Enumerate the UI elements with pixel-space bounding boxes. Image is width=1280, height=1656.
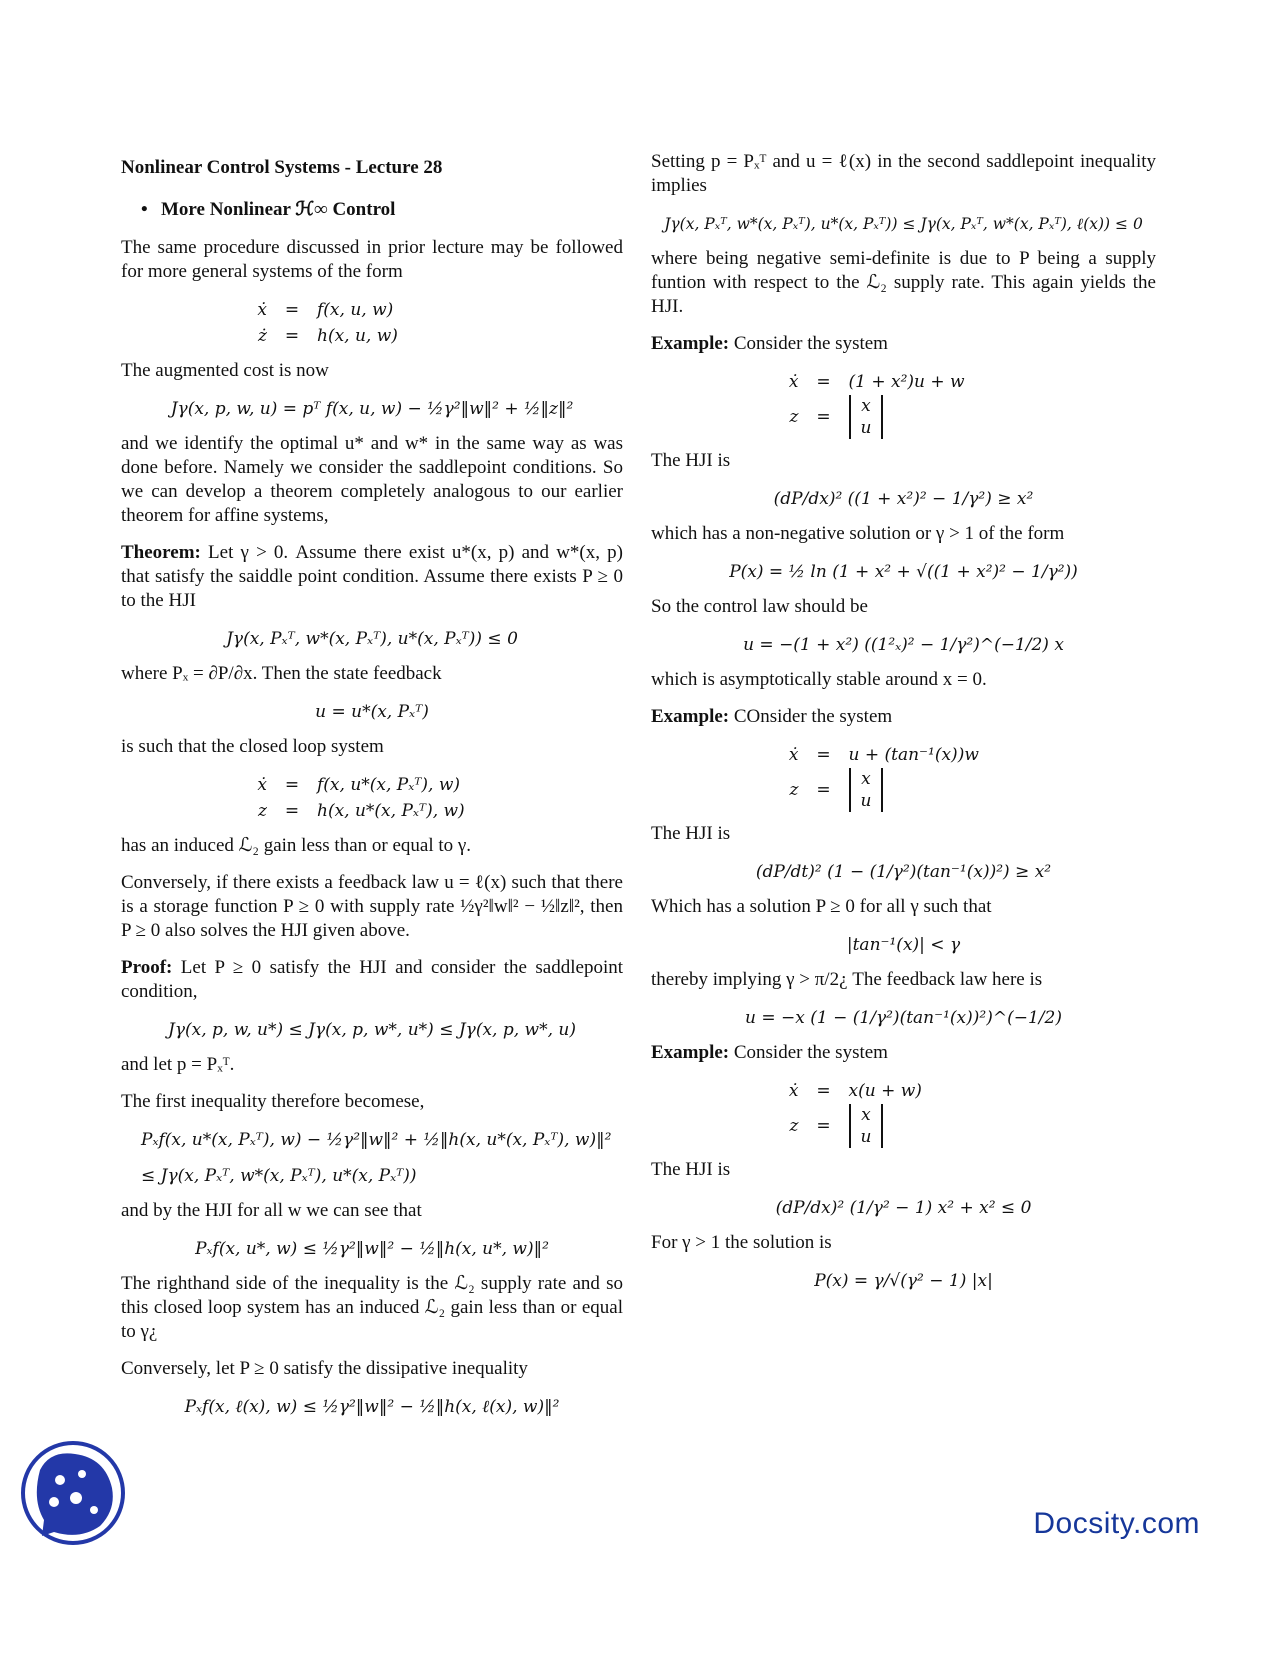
eq-rhs: h(x, u, w) (317, 326, 398, 346)
dissipative-inequality: Pₓf(x, ℓ(x), w) ≤ ½γ²‖w‖² − ½‖h(x, ℓ(x), w)‖² (184, 1397, 560, 1417)
example-1-stable-text: which is asymptotically stable around x = 0. (651, 669, 987, 690)
theorem-label: Theorem: (121, 542, 201, 563)
negative-semidefinite-paragraph: where being negative semi-definite is due to P being a supply funtion with respect to the ℒ₂ supply rate. This again yields the HJI. (651, 248, 1156, 317)
eq-lhs: z (789, 407, 799, 427)
example-2-system (651, 742, 1156, 812)
example-2-imply-text: thereby implying γ > π/2¿ The feedback law here is (651, 969, 1043, 990)
example-3-hji: (dP/dx)² (1/γ² − 1) x² + x² ≤ 0 (775, 1198, 1032, 1218)
eq-rhs: h(x, u*(x, Pₓᵀ), w) (317, 801, 465, 821)
system-equations-2 (121, 772, 623, 824)
example-1-heading (651, 332, 1156, 356)
setting-inequality: Jγ(x, Pₓᵀ, w*(x, Pₓᵀ), u*(x, Pₓᵀ)) ≤ Jγ(x, Pₓᵀ, w*(x, Pₓᵀ), ℓ(x)) ≤ 0 (664, 215, 1143, 233)
righthand-paragraph: The righthand side of the inequality is the ℒ₂ supply rate and so this closed loop system has an induced ℒ₂ gain less than or equal to γ¿ (121, 1273, 623, 1342)
example-1-law-text: So the control law should be (651, 596, 868, 617)
section-bullet-text: More Nonlinear ℋ∞ Control (161, 199, 396, 220)
output-vector: x u (849, 768, 884, 812)
eq-sign: = (816, 745, 831, 765)
left-column (121, 150, 623, 1430)
example-label: Example: (651, 1042, 730, 1063)
system-equations-1 (121, 297, 623, 349)
conversely-paragraph: Conversely, if there exists a feedback law u = ℓ(x) such that there is a storage function P ≥ 0 with supply rate ½γ²‖w‖² − ½‖z‖², then P ≥ 0 also solves the HJI given above. (121, 872, 623, 941)
eq-sign: = (284, 326, 300, 346)
intro-paragraph: The same procedure discussed in prior lecture may be followed for more general systems of the form (121, 237, 623, 282)
docsity-watermark[interactable]: Docsity.com (1033, 1507, 1200, 1540)
example-label: Example: (651, 333, 730, 354)
eq-sign: = (816, 372, 831, 392)
first-inequality-text: The first inequality therefore becomese, (121, 1091, 425, 1112)
augmented-cost-equation: Jγ(x, p, w, u) = pᵀ f(x, u, w) − ½γ²‖w‖² + ½‖z‖² (170, 399, 574, 419)
hji-is-text: The HJI is (651, 1159, 731, 1180)
optimal-paragraph: and we identify the optimal u* and w* in the same way as was done before. Namely we consider the saddlepoint conditions. So we can develop a theorem completely analogous to our earlier theorem for affine systems, (121, 433, 623, 526)
docsity-logo-icon[interactable] (20, 1440, 126, 1546)
eq-sign: = (284, 300, 300, 320)
example-3-text: Consider the system (733, 1042, 888, 1063)
example-1-text: Consider the system (733, 333, 888, 354)
output-vector: x u (849, 1104, 884, 1148)
example-2-solution-text: Which has a solution P ≥ 0 for all γ such that (651, 896, 992, 917)
example-1-hji: (dP/dx)² ((1 + x²)² − 1/γ²) ≥ x² (773, 489, 1034, 509)
eq-rhs: (1 + x²)u + w (848, 372, 965, 392)
example-3-system (651, 1078, 1156, 1148)
eq-lhs: z (258, 801, 267, 821)
conversely-dissipative-text: Conversely, let P ≥ 0 satisfy the dissipative inequality (121, 1358, 528, 1379)
proof-paragraph (121, 956, 623, 1004)
proof-label: Proof: (121, 957, 173, 978)
theorem-paragraph (121, 541, 623, 613)
eq-sign: = (284, 775, 300, 795)
eq-rhs: f(x, u*(x, Pₓᵀ), w) (317, 775, 461, 795)
hji-is-text: The HJI is (651, 823, 731, 844)
eq-lhs: z (789, 1116, 799, 1136)
example-1-solution: P(x) = ½ ln (1 + x² + √((1 + x²)² − 1/γ²)) (729, 562, 1078, 582)
eq-lhs: ẋ (257, 775, 267, 795)
example-1-system (651, 369, 1156, 439)
example-2-hji: (dP/dt)² (1 − (1/γ²)(tan⁻¹(x))²) ≥ x² (755, 862, 1052, 882)
example-1-solution-text: which has a non-negative solution or γ > 1 of the form (651, 523, 1065, 544)
example-3-solution-text: For γ > 1 the solution is (651, 1232, 832, 1253)
section-bullet: • More Nonlinear ℋ∞ Control (141, 199, 396, 220)
eq-sign: = (816, 1081, 831, 1101)
eq-lhs: z (789, 780, 799, 800)
closed-loop-text: is such that the closed loop system (121, 736, 384, 757)
gain-text: has an induced ℒ₂ gain less than or equal to γ. (121, 835, 472, 856)
eq-sign: = (816, 407, 831, 427)
eq-rhs: u + (tan⁻¹(x))w (848, 745, 979, 765)
eq-sign: = (816, 780, 831, 800)
hji-is-text: The HJI is (651, 450, 731, 471)
example-label: Example: (651, 706, 730, 727)
setting-paragraph: Setting p = Pₓᵀ and u = ℓ(x) in the second saddlepoint inequality implies (651, 151, 1156, 196)
eq-lhs: ẋ (257, 300, 267, 320)
saddlepoint-equation: Jγ(x, p, w, u*) ≤ Jγ(x, p, w*, u*) ≤ Jγ(x, p, w*, u) (168, 1020, 576, 1040)
eq-lhs: ẋ (788, 745, 799, 765)
eq-rhs: f(x, u, w) (317, 300, 394, 320)
where-text: where Pₓ = ∂P/∂x. Then the state feedback (121, 663, 442, 684)
example-2-law: u = −x (1 − (1/γ²)(tan⁻¹(x))²)^(−1/2) (745, 1008, 1062, 1028)
eq-sign: = (816, 1116, 831, 1136)
eq-sign: = (284, 801, 300, 821)
example-2-heading (651, 705, 1156, 729)
example-3-solution: P(x) = γ/√(γ² − 1) |x| (814, 1271, 993, 1291)
pxf-inequality: Pₓf(x, u*, w) ≤ ½γ²‖w‖² − ½‖h(x, u*, w)‖² (195, 1239, 549, 1259)
eq-lhs: ẋ (788, 372, 799, 392)
eq-lhs: ż (258, 326, 267, 346)
feedback-equation: u = u*(x, Pₓᵀ) (315, 702, 429, 722)
hji-equation: Jγ(x, Pₓᵀ, w*(x, Pₓᵀ), u*(x, Pₓᵀ)) ≤ 0 (226, 629, 518, 649)
hji-all-w-text: and by the HJI for all w we can see that (121, 1200, 422, 1221)
example-1-law: u = −(1 + x²) ((1²ₓ)² − 1/γ²)^(−1/2) x (743, 635, 1064, 655)
lecture-title: Nonlinear Control Systems - Lecture 28 (121, 157, 443, 178)
theorem-text: Let γ > 0. Assume there exist u*(x, p) and w*(x, p) that satisfy the saiddle point condition. Assume there exists P ≥ 0 to the HJI (121, 542, 623, 611)
augmented-cost-text: The augmented cost is now (121, 360, 329, 381)
eq-lhs: ẋ (788, 1081, 799, 1101)
first-inequality-line-2: ≤ Jγ(x, Pₓᵀ, w*(x, Pₓᵀ), u*(x, Pₓᵀ)) (141, 1166, 417, 1186)
let-p-text: and let p = Pₓᵀ. (121, 1054, 235, 1075)
output-vector: x u (849, 395, 884, 439)
example-2-text: COnsider the system (733, 706, 893, 727)
first-inequality-line-1: Pₓf(x, u*(x, Pₓᵀ), w) − ½γ²‖w‖² + ½‖h(x, u*(x, Pₓᵀ), w)‖² (141, 1130, 612, 1150)
eq-rhs: x(u + w) (848, 1081, 922, 1101)
example-3-heading (651, 1041, 1156, 1065)
right-column (651, 150, 1156, 1304)
proof-text: Let P ≥ 0 satisfy the HJI and consider the saddlepoint condition, (121, 957, 624, 1002)
example-2-condition: |tan⁻¹(x)| < γ (846, 935, 961, 955)
